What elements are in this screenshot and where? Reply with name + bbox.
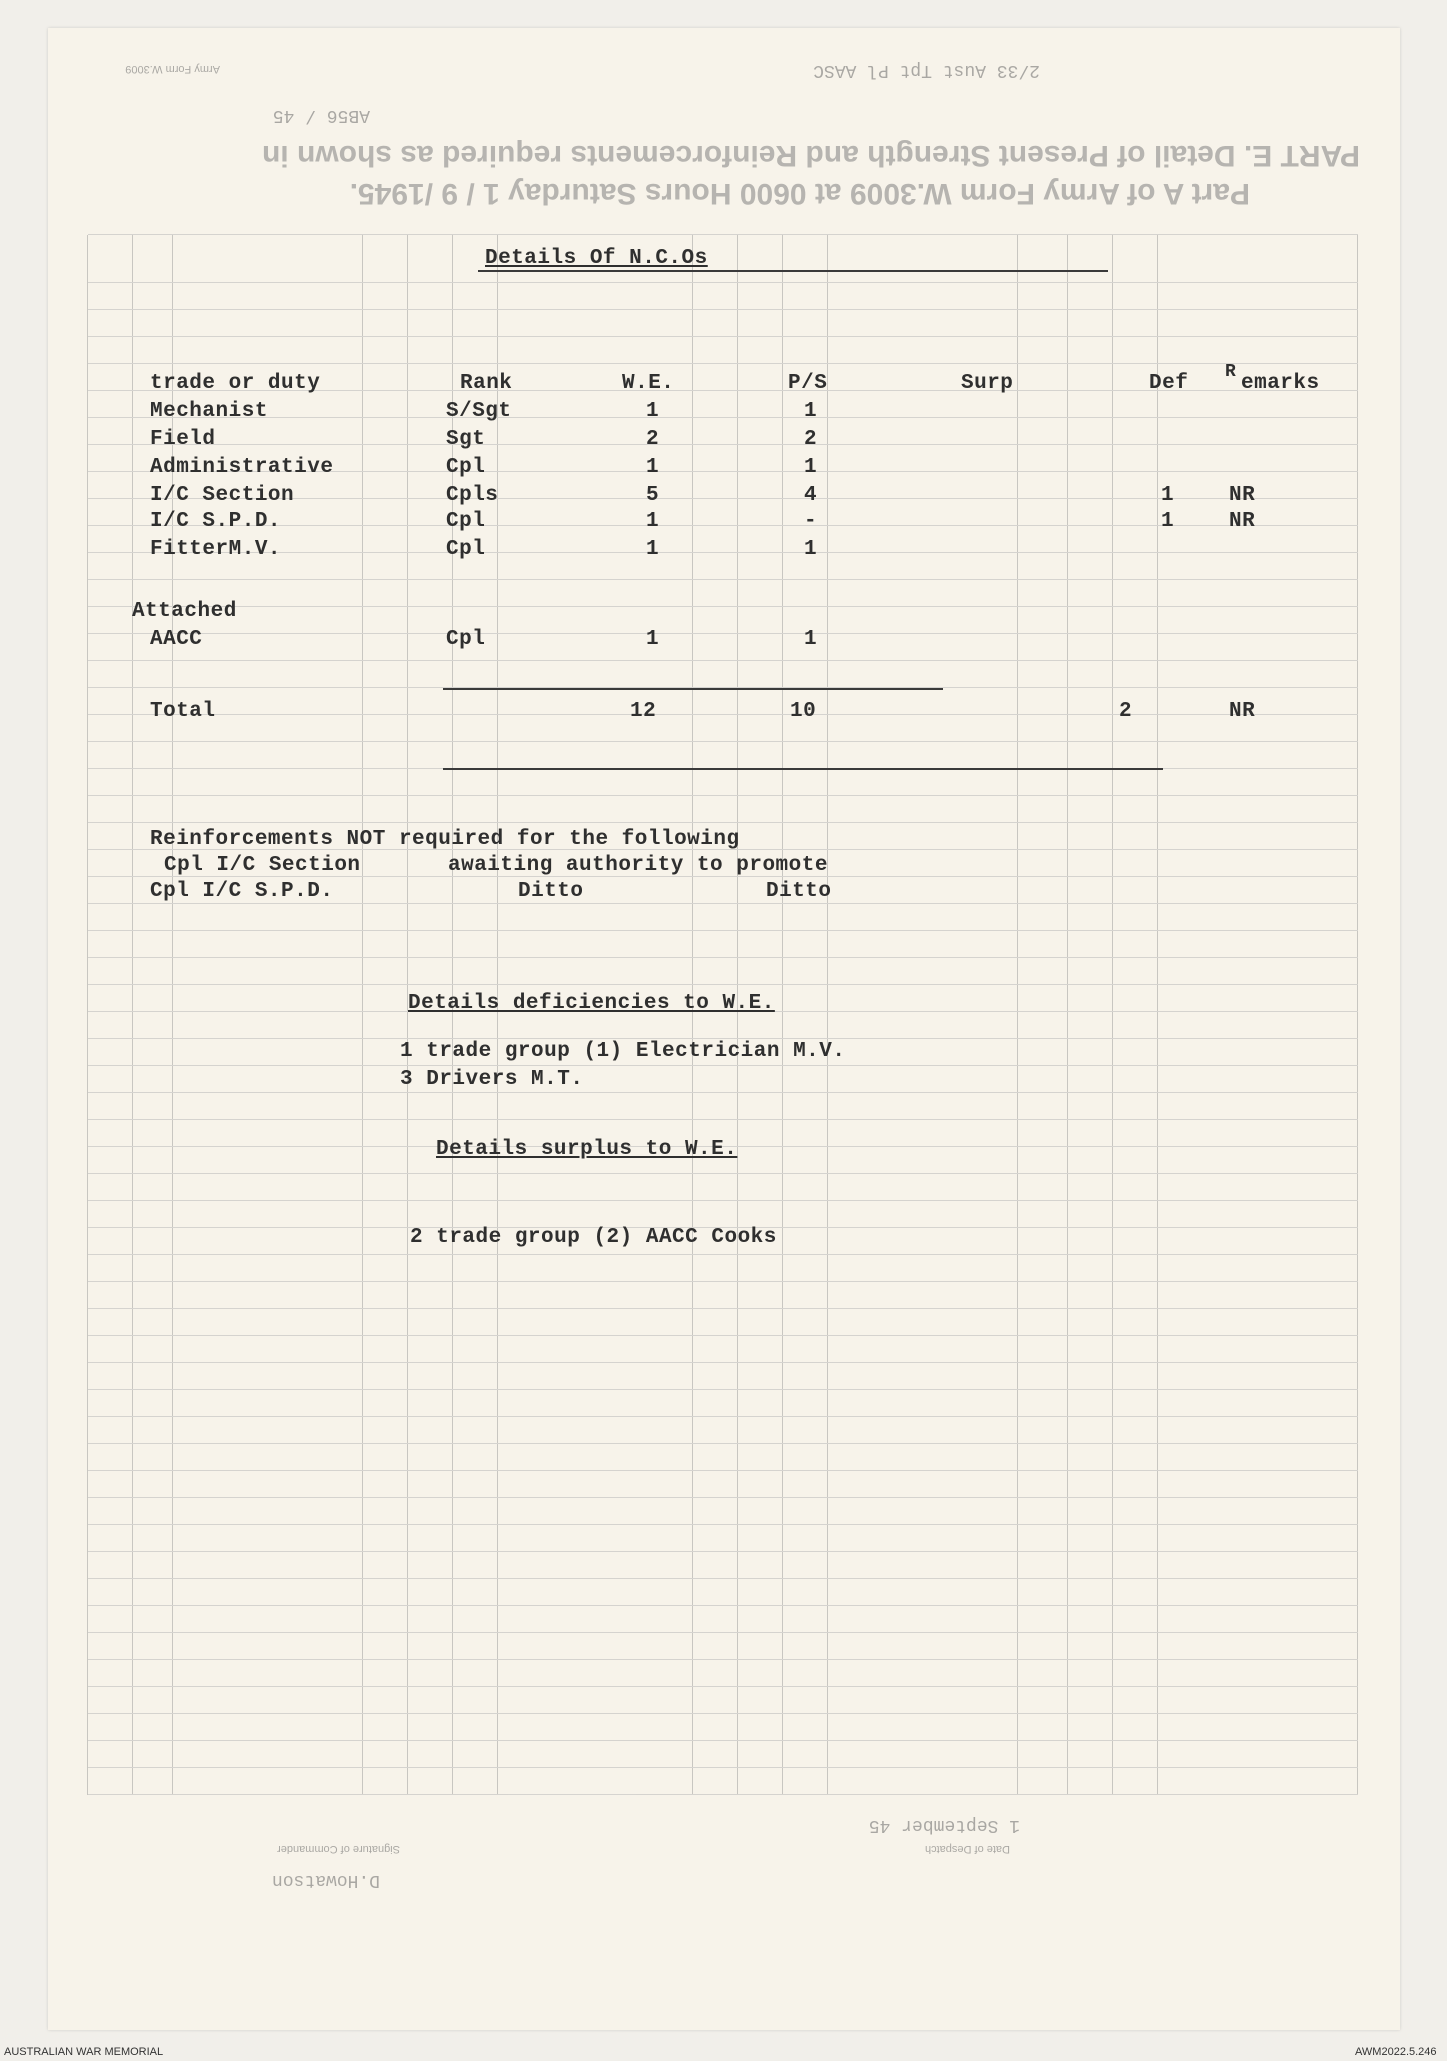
row-we: 1 (646, 510, 660, 533)
row-def: 1 (1161, 510, 1175, 533)
title-rule (478, 270, 1108, 272)
total-we: 12 (630, 700, 657, 723)
row-ps: - (804, 510, 818, 533)
row-def: 1 (1161, 484, 1175, 507)
deficiency-text: Drivers M.T. (426, 1068, 584, 1091)
ghost-date-label: Date of Despatch (925, 1843, 1010, 1855)
attached-heading: Attached (132, 600, 237, 623)
row-ps: 1 (804, 400, 818, 423)
reinforcements-line1-note: awaiting authority to promote (448, 854, 828, 877)
total-rule-top (443, 688, 943, 690)
row-ps: 1 (804, 538, 818, 561)
col-header-trade: trade or duty (150, 372, 321, 395)
total-label: Total (150, 700, 216, 723)
row-rank: Cpl (446, 456, 486, 479)
reinforcements-line2-trade: Cpl I/C S.P.D. (150, 880, 334, 903)
col-header-remarks: emarks (1241, 372, 1320, 395)
col-header-def: Def (1149, 372, 1189, 395)
row-ps: 1 (804, 628, 818, 651)
col-header-surp: Surp (961, 372, 1014, 395)
ghost-unit: 2/33 Aust Tpt Pl AASC (813, 60, 1040, 80)
deficiency-count: 3 (400, 1068, 414, 1091)
reinforcements-line2-a: Ditto (518, 880, 584, 903)
row-we: 1 (646, 400, 660, 423)
row-rank: Cpl (446, 538, 486, 561)
row-we: 2 (646, 428, 660, 451)
bleed-through-layer (48, 28, 1400, 2030)
total-remarks: NR (1229, 700, 1256, 723)
total-rule-bottom (443, 768, 1163, 770)
surplus-heading (436, 1138, 737, 1161)
deficiency-count: 1 (400, 1040, 414, 1063)
total-ps: 10 (790, 700, 817, 723)
col-header-we: W.E. (622, 372, 675, 395)
surplus-heading-text: Details surplus to W.E. (436, 1138, 738, 1161)
page-title-text: Details Of N.C.Os (485, 247, 708, 270)
row-rank: Cpl (446, 628, 486, 651)
surplus-count: 2 (410, 1226, 424, 1249)
row-trade: I/C S.P.D. (150, 510, 282, 533)
page-title (485, 247, 708, 270)
row-we: 1 (646, 628, 660, 651)
row-rank: Sgt (446, 428, 486, 451)
row-ps: 2 (804, 428, 818, 451)
row-trade: Field (150, 428, 216, 451)
row-remarks: NR (1229, 484, 1256, 507)
row-trade: I/C Section (150, 484, 295, 507)
row-rank: Cpl (446, 510, 486, 533)
footer-accession-number: AWM2022.5.246 (1355, 2046, 1437, 2058)
row-we: 1 (646, 456, 660, 479)
surplus-text: trade group (2) AACC Cooks (436, 1226, 777, 1249)
ghost-title-1: PART E. Detail of Present Strength and Reinforcements required as shown in (262, 139, 1360, 172)
row-trade: FitterM.V. (150, 538, 282, 561)
deficiency-item (400, 1068, 583, 1091)
col-header-remarks-r: R (1225, 362, 1237, 382)
row-rank: Cpls (446, 484, 499, 507)
total-def: 2 (1119, 700, 1133, 723)
ghost-signature-label: Signature of Commander (277, 1843, 400, 1855)
row-we: 1 (646, 538, 660, 561)
deficiency-text: trade group (1) Electrician M.V. (426, 1040, 846, 1063)
footer-archive-name: AUSTRALIAN WAR MEMORIAL (4, 2046, 164, 2058)
ghost-serial: AB56 / 45 (272, 105, 370, 125)
reinforcements-line1-trade: Cpl I/C Section (164, 854, 361, 877)
row-remarks: NR (1229, 510, 1256, 533)
row-we: 5 (646, 484, 660, 507)
col-header-rank: Rank (460, 372, 513, 395)
document-page (48, 28, 1400, 2030)
row-trade: Administrative (150, 456, 334, 479)
ghost-form: Army Form W.3009 (125, 63, 220, 75)
row-ps: 4 (804, 484, 818, 507)
reinforcements-line2-b: Ditto (766, 880, 832, 903)
ghost-date: 1 September 45 (868, 1815, 1020, 1835)
row-trade: Mechanist (150, 400, 268, 423)
reinforcements-heading: Reinforcements NOT required for the following (150, 828, 740, 851)
deficiencies-heading (408, 992, 775, 1015)
ghost-title-2: Part A of Army Form W.3009 at 0600 Hours Saturday 1 / 9 /1945. (349, 177, 1250, 210)
ghost-signatory: D.Howatson (271, 1870, 380, 1890)
col-header-ps: P/S (788, 372, 828, 395)
row-trade: AACC (150, 628, 203, 651)
row-ps: 1 (804, 456, 818, 479)
surplus-item (410, 1226, 777, 1249)
deficiency-item (400, 1040, 845, 1063)
row-rank: S/Sgt (446, 400, 512, 423)
deficiencies-heading-text: Details deficiencies to W.E. (408, 992, 775, 1015)
